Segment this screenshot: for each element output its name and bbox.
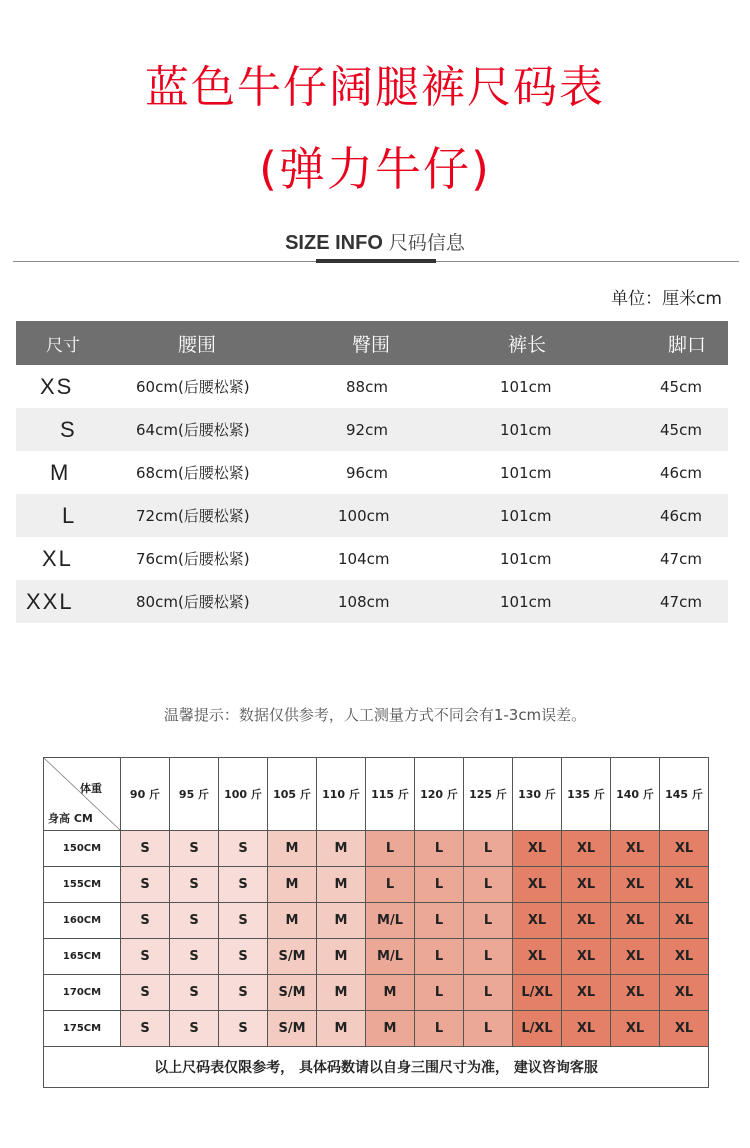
size-cell: XL	[660, 939, 709, 975]
cell-size: XS	[40, 373, 74, 399]
size-cell: XL	[513, 903, 562, 939]
weight-col-header: 95 斤	[170, 758, 219, 831]
cell-length: 101cm	[500, 549, 552, 568]
size-cell: S	[170, 831, 219, 867]
size-cell: XL	[660, 831, 709, 867]
size-cell: XL	[562, 1011, 611, 1047]
cell-length: 101cm	[500, 592, 552, 611]
size-cell: L	[464, 903, 513, 939]
weight-col-header: 145 斤	[660, 758, 709, 831]
table-row	[44, 975, 709, 1011]
weight-col-header: 90 斤	[121, 758, 170, 831]
cell-length: 101cm	[500, 506, 552, 525]
cell-hip: 88cm	[346, 377, 388, 396]
cell-hip: 104cm	[338, 549, 390, 568]
table-row	[44, 939, 709, 975]
corner-cell	[44, 758, 121, 831]
size-cell: L	[415, 831, 464, 867]
size-cell: L	[464, 867, 513, 903]
cell-waist: 60cm(后腰松紧)	[136, 378, 250, 396]
table-footer-note: 以上尺码表仅限参考， 具体码数请以自身三围尺寸为准， 建议咨询客服	[44, 1047, 709, 1088]
cell-hip: 96cm	[346, 463, 388, 482]
table-row	[44, 867, 709, 903]
cell-hem: 45cm	[660, 420, 702, 439]
size-cell: S	[219, 831, 268, 867]
size-cell: S	[121, 975, 170, 1011]
size-cell: XL	[513, 939, 562, 975]
size-cell: XL	[660, 903, 709, 939]
ref-table-header	[44, 758, 709, 831]
size-cell: M	[317, 903, 366, 939]
size-cell: XL	[562, 867, 611, 903]
size-cell: M	[268, 831, 317, 867]
size-cell: M	[366, 975, 415, 1011]
size-cell: XL	[513, 867, 562, 903]
size-cell: S	[170, 975, 219, 1011]
size-table-header	[16, 321, 728, 365]
corner-height-label: 身高 CM	[48, 812, 93, 825]
size-cell: S	[219, 975, 268, 1011]
cell-length: 101cm	[500, 420, 552, 439]
size-cell: M	[317, 1011, 366, 1047]
size-cell: XL	[611, 831, 660, 867]
size-cell: S	[121, 867, 170, 903]
size-cell: S	[170, 867, 219, 903]
cell-hem: 46cm	[660, 463, 702, 482]
weight-col-header: 115 斤	[366, 758, 415, 831]
section-heading-cn: 尺码信息	[388, 232, 465, 254]
size-cell: S	[170, 939, 219, 975]
size-cell: XL	[611, 903, 660, 939]
weight-col-header: 110 斤	[317, 758, 366, 831]
size-cell: L	[415, 1011, 464, 1047]
table-row	[44, 903, 709, 939]
size-cell: M	[317, 975, 366, 1011]
weight-col-header: 125 斤	[464, 758, 513, 831]
size-cell: S/M	[268, 975, 317, 1011]
table-row	[16, 365, 728, 408]
header-hip: 臀围	[352, 333, 391, 356]
weight-col-header: 120 斤	[415, 758, 464, 831]
cell-hip: 108cm	[338, 592, 390, 611]
height-row-header: 170CM	[44, 975, 121, 1011]
page-subtitle: (弹力牛仔)	[259, 142, 491, 196]
size-cell: S	[121, 939, 170, 975]
cell-waist: 76cm(后腰松紧)	[136, 550, 250, 568]
table-row	[16, 580, 728, 623]
size-cell: S	[219, 1011, 268, 1047]
table-footer-row	[44, 1047, 709, 1088]
table-row	[16, 537, 728, 580]
weight-col-header: 105 斤	[268, 758, 317, 831]
size-cell: M/L	[366, 903, 415, 939]
size-cell: S/M	[268, 1011, 317, 1047]
cell-size: M	[50, 459, 71, 485]
size-cell: XL	[660, 975, 709, 1011]
measurement-tip: 温馨提示：数据仅供参考，人工测量方式不同会有1-3cm误差。	[163, 706, 587, 724]
size-cell: S/M	[268, 939, 317, 975]
size-cell: M	[317, 939, 366, 975]
size-cell: L	[415, 903, 464, 939]
height-row-header: 175CM	[44, 1011, 121, 1047]
height-row-header: 165CM	[44, 939, 121, 975]
cell-hip: 100cm	[338, 506, 390, 525]
size-cell: M	[317, 831, 366, 867]
section-heading-en: SIZE INFO	[285, 232, 383, 254]
height-row-header: 150CM	[44, 831, 121, 867]
size-cell: M	[268, 867, 317, 903]
size-cell: L/XL	[513, 1011, 562, 1047]
cell-hem: 47cm	[660, 549, 702, 568]
unit-label: 单位：厘米cm	[611, 289, 722, 309]
table-row	[16, 451, 728, 494]
size-cell: L/XL	[513, 975, 562, 1011]
corner-weight-label: 体重	[80, 782, 102, 795]
cell-waist: 80cm(后腰松紧)	[136, 593, 250, 611]
size-cell: XL	[660, 867, 709, 903]
size-cell: S	[170, 903, 219, 939]
cell-size: S	[60, 416, 77, 442]
weight-col-header: 100 斤	[219, 758, 268, 831]
header-length: 裤长	[508, 333, 547, 356]
size-cell: L	[464, 1011, 513, 1047]
cell-waist: 68cm(后腰松紧)	[136, 464, 250, 482]
cell-size: L	[62, 502, 77, 528]
height-row-header: 160CM	[44, 903, 121, 939]
section-heading	[0, 230, 750, 256]
size-cell: XL	[513, 831, 562, 867]
header-size: 尺寸	[46, 335, 80, 356]
size-cell: XL	[660, 1011, 709, 1047]
size-cell: L	[415, 975, 464, 1011]
size-cell: L	[415, 867, 464, 903]
size-cell: XL	[611, 1011, 660, 1047]
height-row-header: 155CM	[44, 867, 121, 903]
table-row	[16, 494, 728, 537]
table-row	[44, 831, 709, 867]
size-cell: M	[366, 1011, 415, 1047]
size-cell: L	[366, 867, 415, 903]
size-table	[16, 321, 728, 623]
cell-length: 101cm	[500, 463, 552, 482]
size-cell: L	[464, 831, 513, 867]
size-cell: M/L	[366, 939, 415, 975]
page-title: 蓝色牛仔阔腿裤尺码表	[145, 62, 605, 113]
size-cell: L	[415, 939, 464, 975]
size-cell: XL	[611, 867, 660, 903]
header-hem: 脚口	[668, 333, 707, 356]
size-cell: S	[219, 939, 268, 975]
size-cell: S	[170, 1011, 219, 1047]
table-row	[44, 1011, 709, 1047]
cell-size: XL	[42, 545, 73, 571]
table-row	[16, 408, 728, 451]
section-divider-accent	[316, 259, 436, 263]
size-cell: M	[268, 903, 317, 939]
cell-length: 101cm	[500, 377, 552, 396]
size-cell: M	[317, 867, 366, 903]
size-cell: XL	[562, 975, 611, 1011]
size-cell: S	[121, 1011, 170, 1047]
size-cell: L	[464, 939, 513, 975]
cell-hem: 47cm	[660, 592, 702, 611]
size-cell: S	[219, 903, 268, 939]
cell-hip: 92cm	[346, 420, 388, 439]
cell-hem: 46cm	[660, 506, 702, 525]
cell-waist: 72cm(后腰松紧)	[136, 507, 250, 525]
cell-size: XXL	[26, 588, 74, 614]
weight-col-header: 135 斤	[562, 758, 611, 831]
header-waist: 腰围	[178, 333, 217, 356]
size-cell: L	[366, 831, 415, 867]
size-cell: XL	[611, 939, 660, 975]
weight-col-header: 130 斤	[513, 758, 562, 831]
size-cell: S	[219, 867, 268, 903]
size-cell: XL	[562, 939, 611, 975]
size-cell: XL	[611, 975, 660, 1011]
weight-col-header: 140 斤	[611, 758, 660, 831]
size-cell: S	[121, 831, 170, 867]
weight-height-table	[43, 757, 709, 1088]
size-cell: XL	[562, 903, 611, 939]
size-cell: XL	[562, 831, 611, 867]
size-cell: L	[464, 975, 513, 1011]
cell-hem: 45cm	[660, 377, 702, 396]
size-cell: S	[121, 903, 170, 939]
cell-waist: 64cm(后腰松紧)	[136, 421, 250, 439]
